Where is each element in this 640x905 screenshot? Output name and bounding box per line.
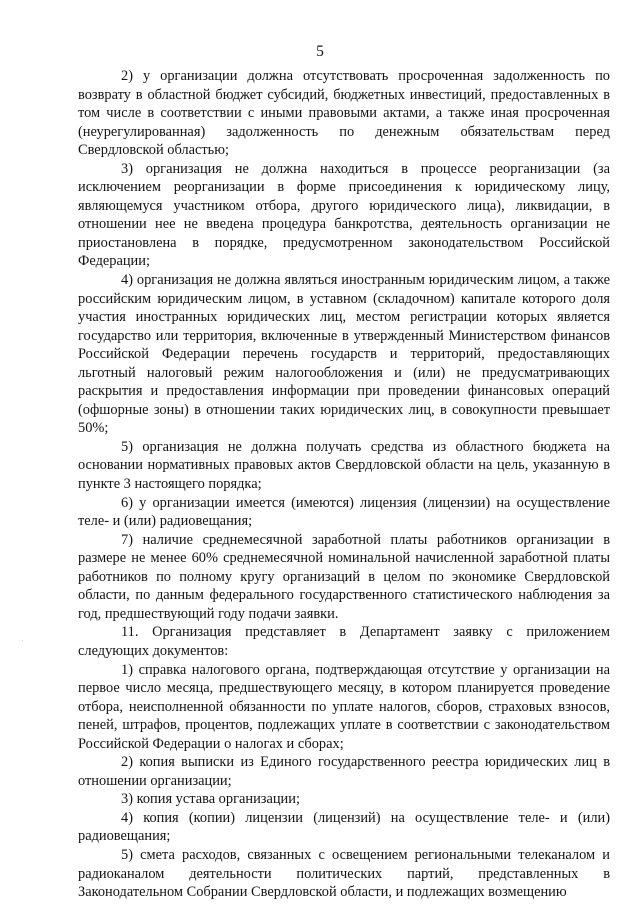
paragraph-item-7-salary: 7) наличие среднемесячной заработной платы работников организации в размере не менее 60% среднемесячной номинальной начисленной заработной платы работников по полному кругу организаций в целом по экономике Свердловской области, по данным федерального государственного статистического наблюдения за год, предшествующий году подачи заявки. xyxy=(78,531,610,622)
paragraph-doc-5-cost-estimate: 5) смета расходов, связанных с освещением региональными телеканалом и радиоканалом деятельности политических партий, представленных в Законодательном Собрании Свердловской области, и подлежащих возмещению xyxy=(78,846,610,901)
paragraph-doc-3-charter: 3) копия устава организации; xyxy=(121,791,300,808)
paragraph-section-11: 11. Организация представляет в Департамент заявку с приложением следующих документов: xyxy=(78,624,610,659)
paragraph-item-5-budget-funds: 5) организация не должна получать средства из областного бюджета на основании нормативных правовых актов Свердловской области на цель, указанную в пункте 3 настоящего порядка; xyxy=(78,438,610,493)
paragraph-item-3-reorganization: 3) организация не должна находиться в процессе реорганизации (за исключением реорганизации в форме присоединения к юридическому лицу, являющемуся участником отбора, другого юридического лица), ликвидации, в отношении нее не введена процедура банкротства, деятельность организации не приостановлена в порядке, предусмотренном законодательством Российской Федерации; xyxy=(78,160,610,270)
paragraph-doc-1-tax-certificate: 1) справка налогового органа, подтверждающая отсутствие у организации на первое число месяца, предшествующего месяцу, в котором планируется проведение отбора, неисполненной обязанности по уплате налогов, сборов, страховых взносов, пеней, штрафов, процентов, подлежащих уплате в соответствии с законодательством Российской Федерации о налогах и сборах; xyxy=(78,661,610,752)
paragraph-doc-2-registry-extract: 2) копия выписки из Единого государственного реестра юридических лиц в отношении организации; xyxy=(78,754,610,789)
scan-speck xyxy=(22,640,23,641)
paragraph-doc-4-license-copy: 4) копия (копии) лицензии (лицензий) на осуществление теле- и (или) радиовещания; xyxy=(78,809,610,845)
paragraph-item-6-license: 6) у организации имеется (имеются) лицензия (лицензии) на осуществление теле- и (или) радиовещания; xyxy=(78,494,610,530)
page-number: 5 xyxy=(316,43,324,60)
document-body xyxy=(78,67,610,902)
paragraph-item-2-debt: 2) у организации должна отсутствовать просроченная задолженность по возврату в областной бюджет субсидий, бюджетных инвестиций, предоставленных в том числе в соответствии с иными правовыми актами, а также иная просроченная (неурегулированная) задолженность по денежным обязательствам перед Свердловской областью; xyxy=(78,68,610,159)
paragraph-item-4-foreign-entity: 4) организация не должна являться иностранным юридическим лицом, а также российским юридическим лицом, в уставном (складочном) капитале которого доля участия иностранных юридических лиц, местом регистрации которых является государство или территория, включенные в утвержденный Министерством финансов Российской Федерации перечень государств и территорий, предоставляющих льготный налоговый режим налогообложения и (или) не предусматривающих раскрытия и предоставления информации при проведении финансовых операций (офшорные зоны) в отношении таких юридических лиц, в совокупности превышает 50%; xyxy=(78,272,610,437)
